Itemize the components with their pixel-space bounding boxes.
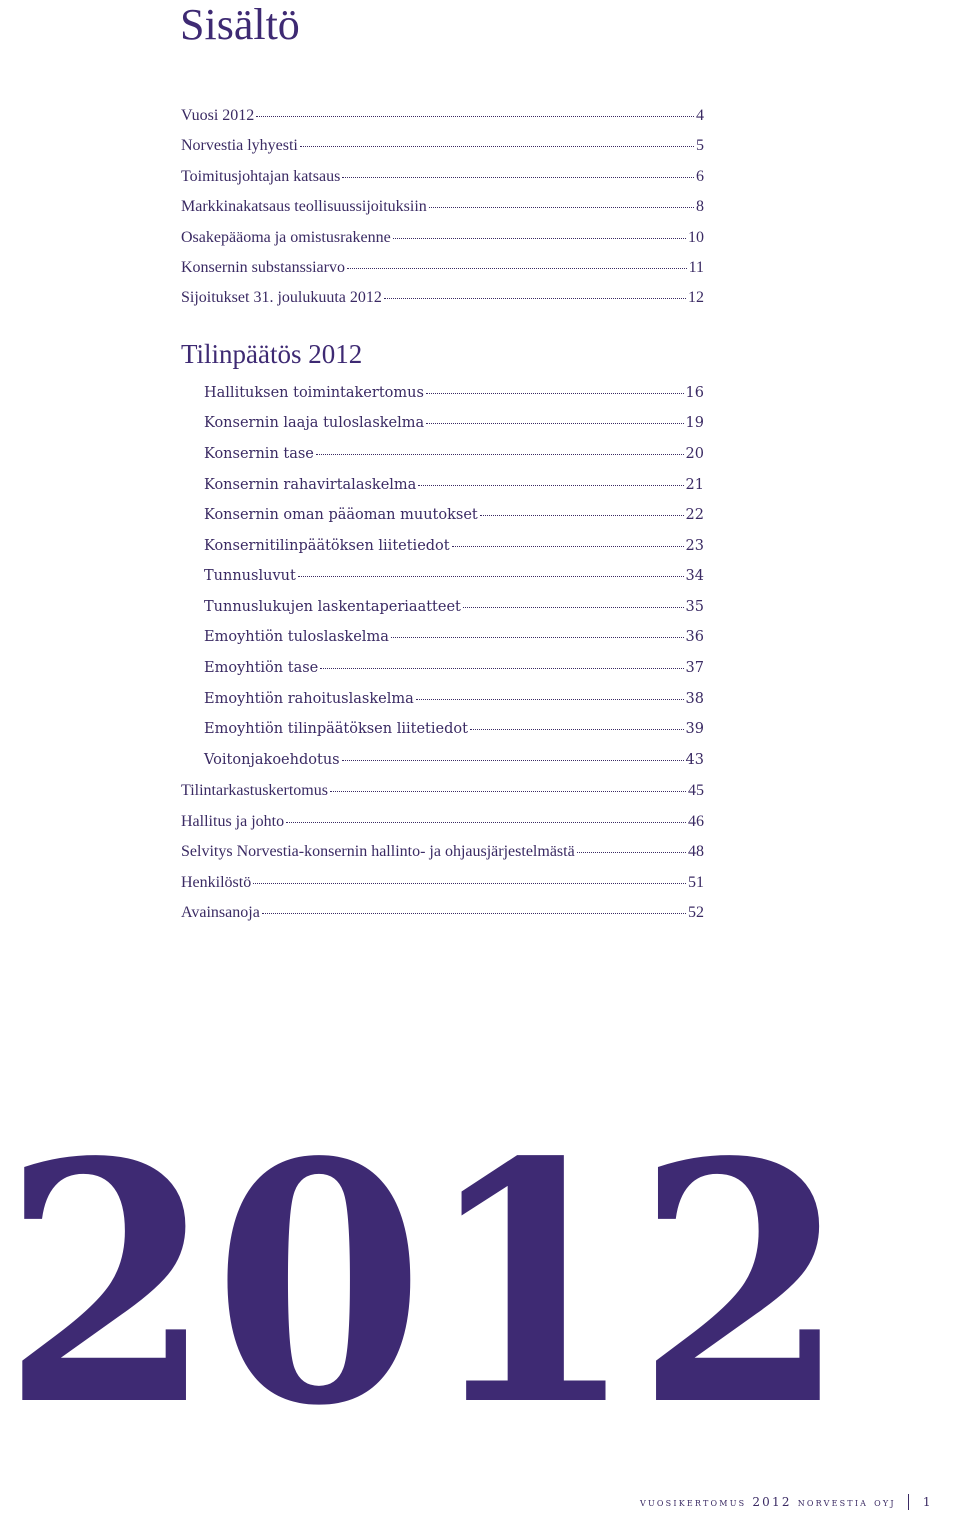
toc-entry-page: 36 (685, 629, 704, 646)
toc-leader-dots (429, 207, 694, 208)
toc-entry[interactable] (181, 385, 704, 416)
toc-entry-page: 39 (685, 721, 704, 738)
toc-leader-dots (470, 729, 684, 730)
footer-page-number: 1 (922, 1495, 933, 1509)
toc-entry-label: Emoyhtiön rahoituslaskelma (204, 690, 414, 707)
toc-entry-label: Konsernin rahavirtalaskelma (204, 476, 417, 493)
toc-entry-label: Toimitusjohtajan katsaus (181, 167, 341, 185)
toc-entry[interactable] (181, 874, 704, 904)
toc-leader-dots (300, 146, 694, 147)
toc-leader-dots (256, 116, 694, 117)
toc-leader-dots (452, 546, 684, 547)
toc-entry-page: 37 (685, 660, 704, 677)
toc-entry[interactable] (181, 259, 704, 289)
toc-entry[interactable] (181, 782, 704, 812)
toc-entry[interactable] (181, 107, 704, 137)
toc-entry-page: 48 (688, 843, 704, 861)
toc-entry-label: Konsernin substanssiarvo (181, 258, 345, 276)
toc-leader-dots (463, 607, 684, 608)
toc-entry[interactable] (181, 229, 704, 259)
toc-entry[interactable] (181, 660, 704, 691)
toc-entry-label: Emoyhtiön tuloslaskelma (204, 629, 389, 646)
toc-leader-dots (384, 298, 686, 299)
toc-leader-dots (393, 238, 686, 239)
toc-leader-dots (298, 576, 684, 577)
toc-entry[interactable] (181, 843, 704, 873)
toc-leader-dots (416, 699, 684, 700)
toc-leader-dots (418, 485, 683, 486)
toc-entry[interactable] (181, 721, 704, 752)
toc-leader-dots (391, 637, 684, 638)
table-of-contents (181, 107, 704, 934)
toc-entry-label: Henkilöstö (181, 873, 252, 891)
toc-entry-page: 5 (696, 137, 704, 155)
toc-entry-label: Vuosi 2012 (181, 107, 255, 124)
toc-leader-dots (262, 913, 686, 914)
toc-entry-label: Emoyhtiön tilinpäätöksen liitetiedot (204, 721, 468, 738)
toc-entry[interactable] (181, 137, 704, 167)
toc-entry-label: Konsernitilinpäätöksen liitetiedot (204, 537, 450, 554)
toc-entry-label: Voitonjakoehdotus (204, 751, 340, 768)
toc-leader-dots (330, 791, 686, 792)
toc-leader-dots (342, 760, 684, 761)
toc-entry[interactable] (181, 168, 704, 198)
toc-entry-page: 19 (685, 415, 704, 432)
page-title: Sisältö (180, 0, 300, 49)
toc-entry-page: 46 (688, 812, 704, 830)
toc-entry-label: Konsernin oman pääoman muutokset (204, 507, 478, 524)
toc-entry[interactable] (181, 904, 704, 934)
toc-entry[interactable] (181, 599, 704, 630)
toc-entry-label: Tunnusluvut (204, 568, 296, 585)
toc-entry-page: 12 (688, 289, 704, 307)
toc-entry-label: Osakepääoma ja omistusrakenne (181, 228, 391, 246)
toc-entry[interactable] (181, 446, 704, 477)
toc-entry-label: Sijoitukset 31. joulukuuta 2012 (181, 289, 382, 307)
toc-leader-dots (426, 423, 683, 424)
toc-entry[interactable] (181, 507, 704, 538)
toc-entry-page: 35 (685, 598, 704, 615)
toc-entry-label: Tilintarkastuskertomus (181, 782, 328, 800)
toc-entry-page: 4 (696, 107, 704, 124)
toc-entry-label: Tunnuslukujen laskentaperiaatteet (204, 598, 461, 615)
toc-leader-dots (286, 822, 686, 823)
toc-entry[interactable] (181, 198, 704, 228)
toc-entry-label: Hallitus ja johto (181, 812, 285, 830)
toc-main-list (181, 107, 704, 320)
toc-entry[interactable] (181, 752, 704, 783)
toc-entry-page: 16 (685, 384, 704, 401)
toc-leader-dots (577, 852, 686, 853)
toc-entry-label: Markkinakatsaus teollisuussijoituksiin (181, 198, 427, 216)
toc-entry-page: 21 (685, 476, 704, 493)
big-year-number: 2012 (2, 1100, 847, 1440)
toc-entry[interactable] (181, 568, 704, 599)
page-footer (640, 1494, 960, 1510)
toc-entry[interactable] (181, 477, 704, 508)
toc-entry-label: Hallituksen toimintakertomus (204, 384, 424, 401)
toc-leader-dots (342, 177, 694, 178)
toc-entry-page: 38 (685, 690, 704, 707)
toc-entry-label: Konsernin tase (204, 445, 314, 462)
toc-entry[interactable] (181, 691, 704, 722)
toc-entry-page: 23 (685, 537, 704, 554)
footer-text: vuosikertomus 2012 norvestia oyj (640, 1495, 896, 1509)
toc-entry-label: Konsernin laaja tuloslaskelma (204, 415, 425, 432)
toc-leader-dots (480, 515, 684, 516)
toc-entry[interactable] (181, 538, 704, 569)
toc-entry-page: 22 (685, 507, 704, 524)
toc-entry-label: Avainsanoja (181, 904, 260, 922)
footer-divider (908, 1494, 909, 1510)
toc-leader-dots (253, 883, 686, 884)
toc-entry-page: 6 (696, 167, 704, 185)
toc-entry[interactable] (181, 289, 704, 319)
toc-entry-label: Emoyhtiön tase (204, 660, 319, 677)
toc-entry-page: 34 (685, 568, 704, 585)
toc-entry[interactable] (181, 813, 704, 843)
toc-entry-page: 52 (688, 904, 704, 922)
toc-entry[interactable] (181, 629, 704, 660)
toc-entry-page: 45 (688, 782, 704, 800)
toc-entry-page: 8 (696, 198, 704, 216)
toc-entry-label: Selvitys Norvestia-konsernin hallinto- ja ohjausjärjestelmästä (181, 843, 575, 861)
toc-entry-page: 43 (685, 751, 704, 768)
toc-end-list (181, 782, 704, 934)
toc-leader-dots (347, 268, 687, 269)
toc-entry-page: 11 (688, 258, 704, 276)
toc-entry-page: 51 (688, 873, 704, 891)
toc-leader-dots (426, 393, 684, 394)
toc-entry-label: Norvestia lyhyesti (181, 137, 298, 155)
toc-entry-page: 20 (685, 445, 704, 462)
toc-leader-dots (316, 454, 684, 455)
toc-leader-dots (320, 668, 683, 669)
decorative-year (2, 1100, 852, 1440)
toc-sub-list (181, 385, 704, 783)
section-title: Tilinpäätös 2012 (181, 338, 363, 369)
toc-entry[interactable] (181, 415, 704, 446)
toc-entry-page: 10 (688, 228, 704, 246)
